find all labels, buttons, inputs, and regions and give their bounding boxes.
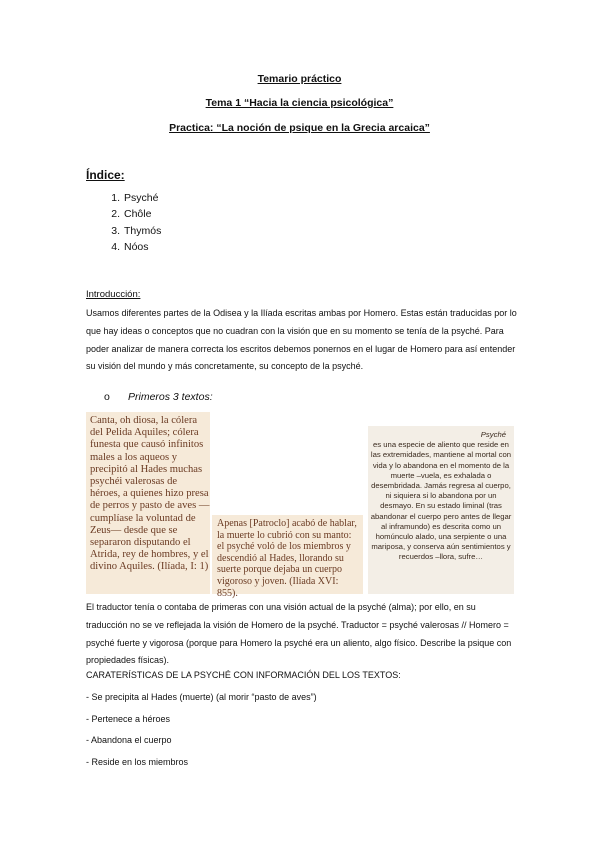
index-label: Thymós	[124, 224, 162, 237]
index-number: 3.	[111, 224, 120, 237]
iliad-text-1-image: Canta, oh diosa, la cólera del Pelida Aquiles; cólera funesta que causó infinitos males a los aqueos y precipitó al Hades muchas psychéi valerosas de héroes, a quienes hizo presa de perros y pasto de aves —cumplíase la voluntad de Zeus— desde que se separaron disputando el Atrida, rey de hombres, y el divino Aquiles. (Ilíada, I: 1)	[86, 412, 210, 594]
index-number: 2.	[111, 208, 120, 221]
intro-heading: Introducción:	[86, 289, 141, 300]
index-item	[86, 239, 161, 255]
index-label: Nóos	[124, 240, 149, 253]
bullet-marker: o	[104, 391, 110, 403]
features-heading: CARATERÍSTICAS DE LA PSYCHÉ CON INFORMACIÓN DEL LOS TEXTOS:	[86, 670, 401, 680]
topic-title: Tema 1 “Hacia la ciencia psicológica”	[205, 97, 394, 109]
index-number: 4.	[111, 240, 120, 253]
bullet-text: Primeros 3 textos:	[128, 391, 213, 403]
feature-item: - Pertenece a héroes	[86, 713, 171, 724]
intro-paragraph: Usamos diferentes partes de la Odisea y la Ilíada escritas ambas por Homero. Estas están traducidas por lo que hay ideas o conceptos que no cuadran con la visión que en su momento se tenía de la psyché. Para poder analizar de manera correcta los escritos debemos ponernos en el lugar de Homero para así entender su visión del mundo y más concretamente, su concepto de la psyché.	[86, 308, 517, 372]
feature-item: - Reside en los miembros	[86, 756, 189, 767]
feature-item: - Abandona el cuerpo	[86, 735, 172, 746]
index-label: Psyché	[124, 192, 159, 204]
index-number: 1.	[111, 192, 120, 204]
index-item	[86, 190, 161, 206]
index-list	[86, 190, 161, 255]
index-heading: Índice:	[86, 168, 125, 182]
features-list	[86, 690, 317, 776]
feature-item: - Se precipita al Hades (muerte) (al morir “pasto de aves”)	[86, 692, 317, 702]
doc-title: Temario práctico	[257, 73, 342, 85]
practice-title: Practica: “La noción de psique en la Grecia arcaica”	[169, 122, 430, 134]
psyche-definition-title: Psyché	[480, 430, 506, 439]
iliad-text-2-image: Apenas [Patroclo] acabó de hablar, la muerte lo cubrió con su manto: el psyché voló de los miembros y descendió al Hades, llorando su suerte porque dejaba un cuerpo vigoroso y joven. (Ilíada XVI: 855).	[212, 515, 363, 594]
index-item	[86, 206, 161, 222]
analysis-paragraph: El traductor tenía o contaba de primeras con una visión actual de la psyché (alma); por ello, en su traducción no se ve reflejada la visión de Homero de la psyché. Traductor = psyché valerosas // Homero = psyché fuerte y vigorosa (porque para Homero la psyché era un aliento, algo físico. Describe la psique con propiedades físicas).	[86, 602, 512, 666]
index-item	[86, 223, 161, 239]
texts-bullet	[104, 391, 213, 403]
psyche-definition-text: es una especie de aliento que reside en las extremidades, mantiene al mortal con vida y lo abandona en el momento de la muerte –vuela, es exhalada o desembridada. Jamás regresa al cuerpo, ni siquiera si lo abandona por un desmayo. En su estado liminal (tras abandonar el cuerpo pero antes de llegar al inframundo) es descrita como un homúnculo alado, una serpiente o una mariposa, y conserva aún sentimientos y recuerdos –llora, sufre…	[370, 440, 512, 562]
index-label: Chôle	[124, 208, 152, 221]
psyche-definition-image	[368, 426, 514, 594]
